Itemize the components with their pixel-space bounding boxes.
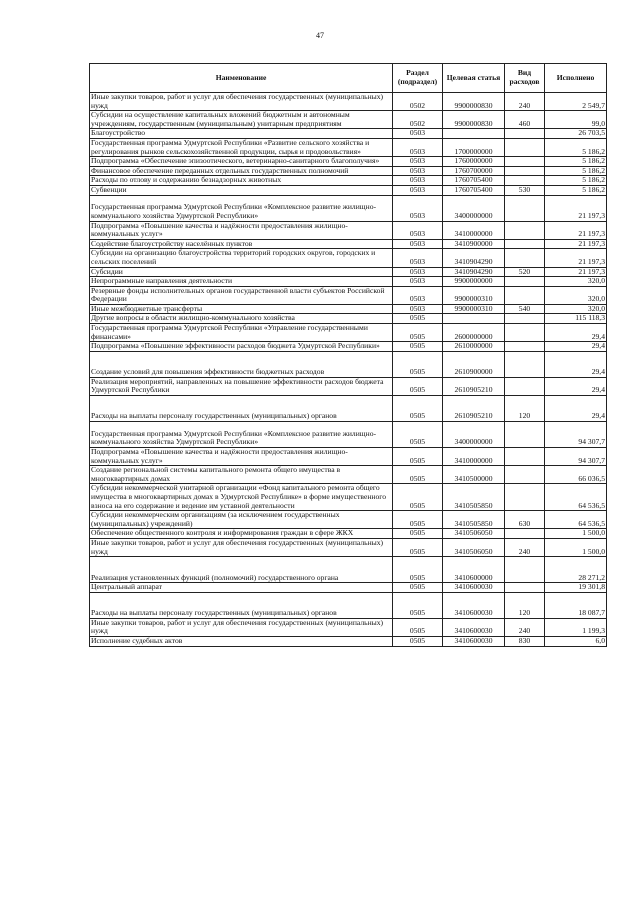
row-expense-type-cell bbox=[505, 342, 545, 352]
row-amount-cell: 29,4 bbox=[545, 324, 607, 342]
row-expense-type-cell bbox=[505, 351, 545, 377]
table-row bbox=[90, 157, 607, 167]
row-article-cell: 3410505850 bbox=[443, 484, 505, 511]
row-article-cell: 9900000310 bbox=[443, 304, 505, 314]
row-amount-cell: 320,0 bbox=[545, 286, 607, 304]
row-amount-cell: 29,4 bbox=[545, 396, 607, 422]
row-section-cell: 0505 bbox=[393, 583, 443, 593]
table-row bbox=[90, 111, 607, 129]
row-amount-cell: 5 186,2 bbox=[545, 176, 607, 186]
row-section-cell: 0503 bbox=[393, 176, 443, 186]
row-name-cell: Реализация установленных функций (полномочий) государственного органа bbox=[90, 557, 393, 583]
row-expense-type-cell bbox=[505, 157, 545, 167]
row-section-cell: 0505 bbox=[393, 314, 443, 324]
row-name-cell: Реализация мероприятий, направленных на повышение эффективности расходов бюджета Удмуртской Республики bbox=[90, 377, 393, 395]
row-name-cell: Расходы на выплаты персоналу государственных (муниципальных) органов bbox=[90, 592, 393, 618]
row-name-cell: Подпрограмма «Повышение качества и надёжности предоставления жилищно-коммунальных услуг» bbox=[90, 448, 393, 466]
row-name-cell: Государственная программа Удмуртской Республики «Комплексное развитие жилищно-коммунального хозяйства Удмуртской Республики» bbox=[90, 422, 393, 448]
row-article-cell bbox=[443, 314, 505, 324]
row-section-cell: 0505 bbox=[393, 448, 443, 466]
row-name-cell: Субсидии bbox=[90, 267, 393, 277]
row-amount-cell: 94 307,7 bbox=[545, 422, 607, 448]
row-section-cell: 0505 bbox=[393, 529, 443, 539]
row-article-cell: 3410600030 bbox=[443, 636, 505, 646]
table-row bbox=[90, 422, 607, 448]
table-row bbox=[90, 484, 607, 511]
row-expense-type-cell bbox=[505, 129, 545, 139]
row-section-cell: 0503 bbox=[393, 249, 443, 267]
row-expense-type-cell: 240 bbox=[505, 93, 545, 111]
table-body bbox=[90, 93, 607, 647]
row-amount-cell: 5 186,2 bbox=[545, 138, 607, 156]
row-expense-type-cell bbox=[505, 166, 545, 176]
row-name-cell: Центральный аппарат bbox=[90, 583, 393, 593]
table-row bbox=[90, 377, 607, 395]
row-name-cell: Обеспечение общественного контроля и информирования граждан в сфере ЖКХ bbox=[90, 529, 393, 539]
row-name-cell: Подпрограмма «Повышение качества и надёжности предоставления жилищно-коммунальных услуг» bbox=[90, 221, 393, 239]
row-section-cell: 0505 bbox=[393, 324, 443, 342]
row-article-cell: 2610900000 bbox=[443, 351, 505, 377]
row-article-cell: 3410600030 bbox=[443, 618, 505, 636]
row-name-cell: Государственная программа Удмуртской Республики «Развитие сельского хозяйства и регулирования рынков сельскохозяйственной продукции, сырья и продовольствия» bbox=[90, 138, 393, 156]
row-article-cell: 3410000000 bbox=[443, 448, 505, 466]
row-name-cell: Субсидии на осуществление капитальных вложений бюджетным и автономным учреждениям, государственным (муниципальным) унитарным предприятиям bbox=[90, 111, 393, 129]
row-amount-cell: 28 271,2 bbox=[545, 557, 607, 583]
row-section-cell: 0503 bbox=[393, 129, 443, 139]
row-section-cell: 0505 bbox=[393, 636, 443, 646]
table-row bbox=[90, 277, 607, 287]
row-amount-cell: 115 118,3 bbox=[545, 314, 607, 324]
row-amount-cell: 6,0 bbox=[545, 636, 607, 646]
row-expense-type-cell bbox=[505, 176, 545, 186]
row-amount-cell: 5 186,2 bbox=[545, 157, 607, 167]
row-section-cell: 0503 bbox=[393, 286, 443, 304]
row-section-cell: 0503 bbox=[393, 267, 443, 277]
table-row bbox=[90, 221, 607, 239]
row-name-cell: Другие вопросы в области жилищно-коммунального хозяйства bbox=[90, 314, 393, 324]
row-name-cell: Государственная программа Удмуртской Республики «Комплексное развитие жилищно-коммунального хозяйства Удмуртской Республики» bbox=[90, 195, 393, 221]
row-section-cell: 0505 bbox=[393, 511, 443, 529]
row-section-cell: 0503 bbox=[393, 304, 443, 314]
row-amount-cell: 21 197,3 bbox=[545, 267, 607, 277]
row-name-cell: Исполнение судебных актов bbox=[90, 636, 393, 646]
row-section-cell: 0505 bbox=[393, 422, 443, 448]
table-row bbox=[90, 138, 607, 156]
row-amount-cell: 21 197,3 bbox=[545, 249, 607, 267]
row-article-cell: 3410900000 bbox=[443, 239, 505, 249]
row-expense-type-cell bbox=[505, 286, 545, 304]
row-amount-cell: 64 536,5 bbox=[545, 484, 607, 511]
row-expense-type-cell bbox=[505, 377, 545, 395]
row-expense-type-cell bbox=[505, 249, 545, 267]
row-section-cell: 0503 bbox=[393, 185, 443, 195]
row-amount-cell: 5 186,2 bbox=[545, 166, 607, 176]
row-article-cell: 9900000830 bbox=[443, 111, 505, 129]
row-article-cell: 1760705400 bbox=[443, 185, 505, 195]
row-name-cell: Непрограммные направления деятельности bbox=[90, 277, 393, 287]
row-amount-cell: 2 549,7 bbox=[545, 93, 607, 111]
row-article-cell: 2610905210 bbox=[443, 377, 505, 395]
row-expense-type-cell bbox=[505, 557, 545, 583]
header-expense-type: Вид расходов bbox=[505, 64, 545, 93]
row-article-cell: 1760000000 bbox=[443, 157, 505, 167]
row-name-cell: Иные закупки товаров, работ и услуг для обеспечения государственных (муниципальных) нужд bbox=[90, 618, 393, 636]
row-section-cell: 0502 bbox=[393, 93, 443, 111]
row-article-cell: 3400000000 bbox=[443, 422, 505, 448]
table-row bbox=[90, 324, 607, 342]
row-name-cell: Расходы по отлову и содержанию безнадзорных животных bbox=[90, 176, 393, 186]
table-row bbox=[90, 286, 607, 304]
table-row bbox=[90, 314, 607, 324]
table-row bbox=[90, 511, 607, 529]
row-article-cell: 3410600000 bbox=[443, 557, 505, 583]
row-article-cell: 3410506050 bbox=[443, 538, 505, 556]
row-article-cell: 2610000000 bbox=[443, 342, 505, 352]
table-row bbox=[90, 583, 607, 593]
table-row bbox=[90, 304, 607, 314]
table-row bbox=[90, 396, 607, 422]
row-amount-cell: 1 199,3 bbox=[545, 618, 607, 636]
row-name-cell: Субсидии некоммерческой унитарной организации «Фонд капитального ремонта общего имущества в многоквартирных домах в Удмуртской Республике» в форме имущественного взноса на его содержание и ведение им уставной деятельности bbox=[90, 484, 393, 511]
row-article-cell: 2610905210 bbox=[443, 396, 505, 422]
row-expense-type-cell: 240 bbox=[505, 538, 545, 556]
table-row bbox=[90, 618, 607, 636]
row-expense-type-cell bbox=[505, 314, 545, 324]
table-row bbox=[90, 93, 607, 111]
row-expense-type-cell bbox=[505, 277, 545, 287]
row-name-cell: Расходы на выплаты персоналу государственных (муниципальных) органов bbox=[90, 396, 393, 422]
table-row bbox=[90, 351, 607, 377]
row-amount-cell: 66 036,5 bbox=[545, 466, 607, 484]
row-expense-type-cell bbox=[505, 583, 545, 593]
page-number: 47 bbox=[316, 31, 324, 40]
header-article: Целевая статья bbox=[443, 64, 505, 93]
table-row bbox=[90, 195, 607, 221]
row-section-cell: 0503 bbox=[393, 195, 443, 221]
row-article-cell: 1700000000 bbox=[443, 138, 505, 156]
row-amount-cell: 99,0 bbox=[545, 111, 607, 129]
row-article-cell: 3410904290 bbox=[443, 267, 505, 277]
row-section-cell: 0503 bbox=[393, 157, 443, 167]
row-amount-cell: 1 500,0 bbox=[545, 538, 607, 556]
row-section-cell: 0503 bbox=[393, 277, 443, 287]
row-section-cell: 0505 bbox=[393, 342, 443, 352]
table-row bbox=[90, 129, 607, 139]
row-amount-cell: 320,0 bbox=[545, 277, 607, 287]
row-section-cell: 0505 bbox=[393, 466, 443, 484]
row-amount-cell: 26 703,5 bbox=[545, 129, 607, 139]
row-expense-type-cell bbox=[505, 195, 545, 221]
header-section: Раздел (подраздел) bbox=[393, 64, 443, 93]
row-name-cell: Иные закупки товаров, работ и услуг для обеспечения государственных (муниципальных) нужд bbox=[90, 93, 393, 111]
table-row bbox=[90, 448, 607, 466]
row-expense-type-cell bbox=[505, 466, 545, 484]
row-article-cell: 9900000830 bbox=[443, 93, 505, 111]
row-name-cell: Государственная программа Удмуртской Республики «Управление государственными финансами» bbox=[90, 324, 393, 342]
row-section-cell: 0505 bbox=[393, 592, 443, 618]
row-amount-cell: 320,0 bbox=[545, 304, 607, 314]
header-amount: Исполнено bbox=[545, 64, 607, 93]
row-article-cell: 9900000000 bbox=[443, 277, 505, 287]
row-amount-cell: 29,4 bbox=[545, 342, 607, 352]
row-amount-cell: 18 087,7 bbox=[545, 592, 607, 618]
row-name-cell: Создание региональной системы капитального ремонта общего имущества в многоквартирных домах bbox=[90, 466, 393, 484]
row-expense-type-cell: 520 bbox=[505, 267, 545, 277]
row-expense-type-cell: 530 bbox=[505, 185, 545, 195]
row-section-cell: 0505 bbox=[393, 351, 443, 377]
row-section-cell: 0505 bbox=[393, 377, 443, 395]
row-expense-type-cell bbox=[505, 324, 545, 342]
row-amount-cell: 29,4 bbox=[545, 351, 607, 377]
row-expense-type-cell bbox=[505, 239, 545, 249]
row-article-cell: 3410904290 bbox=[443, 249, 505, 267]
table-row bbox=[90, 466, 607, 484]
row-name-cell: Подпрограмма «Обеспечение эпизоотического, ветеринарно-санитарного благополучия» bbox=[90, 157, 393, 167]
table-row bbox=[90, 592, 607, 618]
row-article-cell: 3410600030 bbox=[443, 583, 505, 593]
row-section-cell: 0505 bbox=[393, 538, 443, 556]
table-row bbox=[90, 267, 607, 277]
row-article-cell: 1760700000 bbox=[443, 166, 505, 176]
row-article-cell: 3410000000 bbox=[443, 221, 505, 239]
header-name: Наименование bbox=[90, 64, 393, 93]
row-name-cell: Резервные фонды исполнительных органов государственной власти субъектов Российской Федерации bbox=[90, 286, 393, 304]
row-section-cell: 0503 bbox=[393, 221, 443, 239]
row-article-cell: 3410600030 bbox=[443, 592, 505, 618]
table-row bbox=[90, 185, 607, 195]
row-section-cell: 0503 bbox=[393, 138, 443, 156]
table-row bbox=[90, 538, 607, 556]
budget-execution-table bbox=[89, 63, 607, 647]
row-amount-cell: 5 186,2 bbox=[545, 185, 607, 195]
row-article-cell: 3410500000 bbox=[443, 466, 505, 484]
row-expense-type-cell: 630 bbox=[505, 511, 545, 529]
row-expense-type-cell: 540 bbox=[505, 304, 545, 314]
row-amount-cell: 21 197,3 bbox=[545, 221, 607, 239]
row-name-cell: Субсидии на организацию благоустройства территорий городских округов, городских и сельских поселений bbox=[90, 249, 393, 267]
row-expense-type-cell: 120 bbox=[505, 592, 545, 618]
row-article-cell: 9900000310 bbox=[443, 286, 505, 304]
table-row bbox=[90, 249, 607, 267]
row-section-cell: 0505 bbox=[393, 484, 443, 511]
row-amount-cell: 1 500,0 bbox=[545, 529, 607, 539]
row-expense-type-cell: 830 bbox=[505, 636, 545, 646]
row-amount-cell: 19 301,8 bbox=[545, 583, 607, 593]
row-section-cell: 0505 bbox=[393, 618, 443, 636]
row-section-cell: 0505 bbox=[393, 557, 443, 583]
row-expense-type-cell bbox=[505, 448, 545, 466]
table-row bbox=[90, 239, 607, 249]
table-header-row bbox=[90, 64, 607, 93]
row-article-cell: 3400000000 bbox=[443, 195, 505, 221]
row-name-cell: Субсидии некоммерческим организациям (за исключением государственных (муниципальных) учреждений) bbox=[90, 511, 393, 529]
row-amount-cell: 64 536,5 bbox=[545, 511, 607, 529]
table-row bbox=[90, 342, 607, 352]
row-section-cell: 0505 bbox=[393, 396, 443, 422]
table-row bbox=[90, 557, 607, 583]
row-section-cell: 0503 bbox=[393, 166, 443, 176]
row-name-cell: Подпрограмма «Повышение эффективности расходов бюджета Удмуртской Республики» bbox=[90, 342, 393, 352]
row-amount-cell: 21 197,3 bbox=[545, 239, 607, 249]
row-article-cell: 3410506050 bbox=[443, 529, 505, 539]
row-expense-type-cell bbox=[505, 138, 545, 156]
row-amount-cell: 94 307,7 bbox=[545, 448, 607, 466]
row-name-cell: Содействие благоустройству населённых пунктов bbox=[90, 239, 393, 249]
row-section-cell: 0502 bbox=[393, 111, 443, 129]
row-expense-type-cell bbox=[505, 221, 545, 239]
row-article-cell bbox=[443, 129, 505, 139]
row-name-cell: Иные межбюджетные трансферты bbox=[90, 304, 393, 314]
row-amount-cell: 21 197,3 bbox=[545, 195, 607, 221]
row-expense-type-cell: 240 bbox=[505, 618, 545, 636]
table-row bbox=[90, 529, 607, 539]
row-section-cell: 0503 bbox=[393, 239, 443, 249]
row-article-cell: 3410505850 bbox=[443, 511, 505, 529]
row-name-cell: Финансовое обеспечение переданных отдельных государственных полномочий bbox=[90, 166, 393, 176]
row-expense-type-cell bbox=[505, 529, 545, 539]
table-row bbox=[90, 166, 607, 176]
row-name-cell: Благоустройство bbox=[90, 129, 393, 139]
row-expense-type-cell bbox=[505, 422, 545, 448]
row-expense-type-cell bbox=[505, 484, 545, 511]
row-name-cell: Создание условий для повышения эффективности бюджетных расходов bbox=[90, 351, 393, 377]
row-name-cell: Субвенции bbox=[90, 185, 393, 195]
table-row bbox=[90, 176, 607, 186]
row-article-cell: 1760705400 bbox=[443, 176, 505, 186]
row-amount-cell: 29,4 bbox=[545, 377, 607, 395]
row-expense-type-cell: 460 bbox=[505, 111, 545, 129]
row-name-cell: Иные закупки товаров, работ и услуг для обеспечения государственных (муниципальных) нужд bbox=[90, 538, 393, 556]
row-article-cell: 2600000000 bbox=[443, 324, 505, 342]
table-row bbox=[90, 636, 607, 646]
row-expense-type-cell: 120 bbox=[505, 396, 545, 422]
